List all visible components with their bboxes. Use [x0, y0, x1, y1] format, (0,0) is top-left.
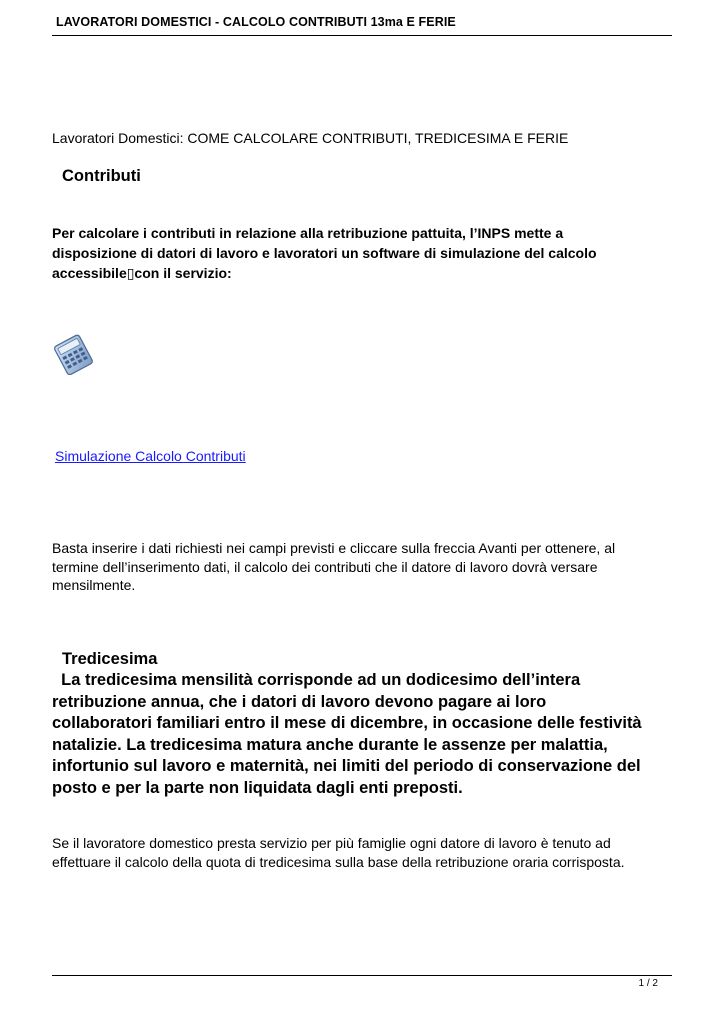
tredicesima-paragraph: [52, 670, 692, 799]
tredicesima-note-line: effettuare il calcolo della quota di tredicesima sulla base della retribuzione oraria corrisposta.: [52, 853, 625, 870]
basta-paragraph-line: Basta inserire i dati richiesti nei campi previsti e cliccare sulla freccia Avanti per ottenere, al: [52, 540, 616, 556]
basta-paragraph-line: termine dell’inserimento dati, il calcolo dei contributi che il datore di lavoro dovrà versare: [52, 558, 598, 575]
page-number: 1 / 2: [638, 978, 658, 989]
tredicesima-paragraph-line: collaboratori familiari entro il mese di dicembre, in occasione delle festività: [52, 714, 642, 732]
contributi-paragraph: [52, 223, 692, 283]
tredicesima-note-paragraph: [52, 834, 692, 871]
tredicesima-heading: Tredicesima: [62, 650, 158, 668]
tredicesima-paragraph-line: infortunio sul lavoro e maternità, nei limiti del periodo di conservazione del: [52, 757, 641, 775]
tredicesima-paragraph-line: La tredicesima mensilità corrisponde ad un dodicesimo dell’intera: [52, 671, 581, 689]
contributi-paragraph-line: disposizione di datori di lavoro e lavoratori un software di simulazione del calcolo: [52, 245, 597, 261]
contributi-paragraph-line: accessibile▯con il servizio:: [52, 265, 232, 281]
tredicesima-note-line: Se il lavoratore domestico presta servizio per più famiglie ogni datore di lavoro è tenuto ad: [52, 835, 611, 851]
tredicesima-paragraph-line: natalizie. La tredicesima matura anche durante le assenze per malattia,: [52, 735, 608, 754]
tredicesima-paragraph-line: posto e per la parte non liquidata dagli enti preposti.: [52, 778, 463, 797]
basta-paragraph: [52, 539, 692, 595]
contributi-heading: Contributi: [62, 167, 141, 185]
intro-line: Lavoratori Domestici: COME CALCOLARE CONTRIBUTI, TREDICESIMA E FERIE: [52, 130, 569, 146]
simulazione-calcolo-contributi-link[interactable]: Simulazione Calcolo Contributi: [55, 448, 246, 464]
page-header: [52, 13, 672, 36]
page-header-title: LAVORATORI DOMESTICI - CALCOLO CONTRIBUTI 13ma E FERIE: [56, 15, 456, 29]
page-footer: [52, 975, 672, 989]
tredicesima-paragraph-line: retribuzione annua, che i datori di lavoro devono pagare ai loro: [52, 692, 547, 711]
calculator-icon[interactable]: [50, 333, 96, 375]
contributi-paragraph-line: Per calcolare i contributi in relazione alla retribuzione pattuita, l’INPS mette a: [52, 225, 564, 241]
basta-paragraph-line: mensilmente.: [52, 577, 136, 593]
